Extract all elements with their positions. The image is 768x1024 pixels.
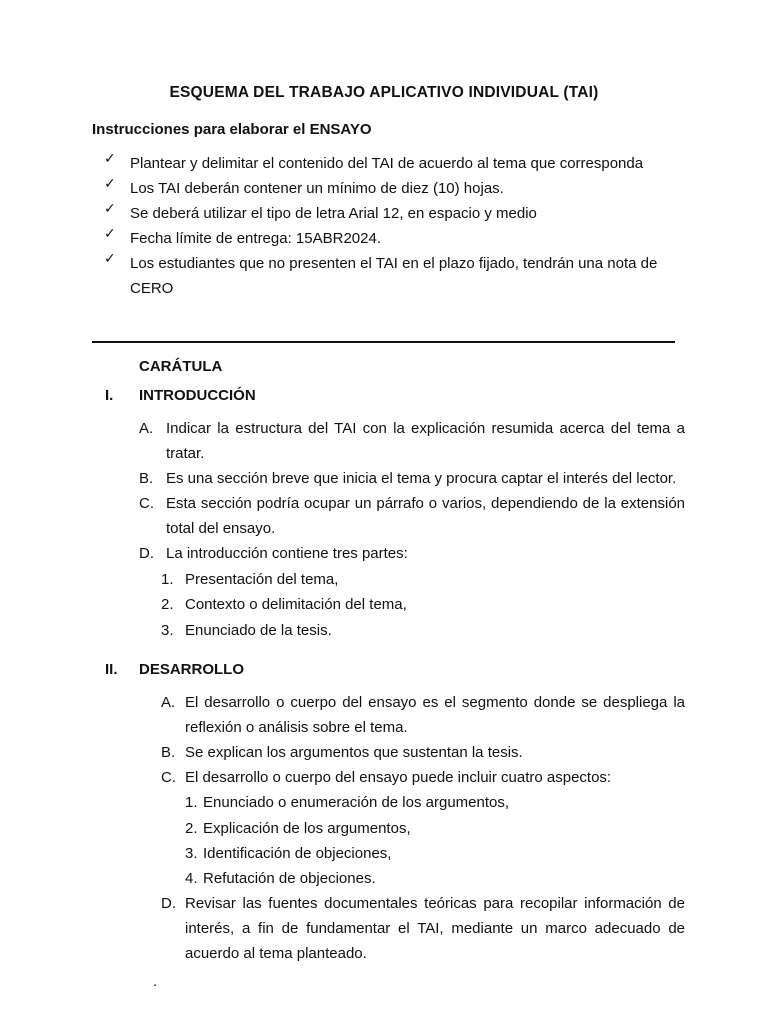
- item-letter: B.: [139, 470, 154, 487]
- item-text-continuation: total del ensayo.: [166, 520, 276, 537]
- item-text: El desarrollo o cuerpo del ensayo es el segmento donde se despliega la: [185, 694, 685, 711]
- instruction-continuation: CERO: [130, 280, 174, 297]
- item-letter: C.: [139, 495, 154, 512]
- item-letter: C.: [161, 769, 176, 786]
- item-text: Esta sección podría ocupar un párrafo o varios, dependiendo de la extensión: [166, 495, 685, 512]
- instruction-item: [104, 201, 537, 226]
- item-letter: D.: [161, 895, 176, 912]
- checkmark-icon: ✓: [104, 176, 116, 192]
- subitem-number: 2.: [185, 820, 198, 837]
- item-text: Se explican los argumentos que sustentan la tesis.: [185, 744, 523, 761]
- item-text: La introducción contiene tres partes:: [166, 545, 408, 562]
- instruction-item: [104, 151, 643, 176]
- item-text: Indicar la estructura del TAI con la explicación resumida acerca del tema a: [166, 420, 685, 437]
- subitem-text: Identificación de objeciones,: [203, 845, 392, 862]
- instruction-text: Los estudiantes que no presenten el TAI en el plazo fijado, tendrán una nota de: [130, 255, 658, 272]
- subitem-text: Contexto o delimitación del tema,: [185, 596, 407, 613]
- item-letter: B.: [161, 744, 176, 761]
- instruction-text: Plantear y delimitar el contenido del TAI de acuerdo al tema que corresponda: [130, 155, 644, 172]
- item-text-continuation: tratar.: [166, 445, 205, 462]
- instruction-item: [104, 176, 504, 201]
- section-heading-introduccion: INTRODUCCIÓN: [139, 387, 256, 404]
- item-letter: A.: [139, 420, 154, 437]
- instruction-text: Se deberá utilizar el tipo de letra Arial 12, en espacio y medio: [130, 205, 537, 222]
- section-number: II.: [105, 661, 118, 678]
- item-text: El desarrollo o cuerpo del ensayo puede incluir cuatro aspectos:: [185, 769, 612, 786]
- checkmark-icon: ✓: [104, 151, 116, 167]
- subitem-number: 3.: [161, 622, 174, 639]
- checkmark-icon: ✓: [104, 251, 116, 267]
- instruction-item: [104, 251, 657, 276]
- item-text-continuation: reflexión o análisis sobre el tema.: [185, 719, 408, 736]
- divider: [92, 341, 675, 343]
- section-heading-desarrollo: DESARROLLO: [139, 661, 244, 678]
- instructions-heading: Instrucciones para elaborar el ENSAYO: [92, 121, 372, 138]
- subitem-text: Enunciado de la tesis.: [185, 622, 332, 639]
- caratula-heading: CARÁTULA: [139, 358, 223, 375]
- section-number: I.: [105, 387, 114, 404]
- item-letter: A.: [161, 694, 176, 711]
- item-text: Revisar las fuentes documentales teóricas para recopilar información de: [185, 895, 685, 912]
- subitem-text: Explicación de los argumentos,: [203, 820, 411, 837]
- trailing-mark: .: [153, 973, 158, 990]
- subitem-text: Enunciado o enumeración de los argumentos,: [203, 794, 510, 811]
- item-letter: D.: [139, 545, 154, 562]
- instruction-item: [104, 226, 381, 251]
- instruction-text: Fecha límite de entrega: 15ABR2024.: [130, 230, 381, 247]
- subitem-number: 2.: [161, 596, 174, 613]
- subitem-number: 1.: [161, 571, 174, 588]
- instruction-text: Los TAI deberán contener un mínimo de diez (10) hojas.: [130, 180, 504, 197]
- document-title: ESQUEMA DEL TRABAJO APLICATIVO INDIVIDUAL (TAI): [169, 84, 599, 101]
- subitem-number: 4.: [185, 870, 198, 887]
- checkmark-icon: ✓: [104, 226, 116, 242]
- item-text: Es una sección breve que inicia el tema y procura captar el interés del lector.: [166, 470, 677, 487]
- subitem-number: 3.: [185, 845, 198, 862]
- subitem-text: Refutación de objeciones.: [203, 870, 376, 887]
- checkmark-icon: ✓: [104, 201, 116, 217]
- item-text-continuation: interés, a fin de fundamentar el TAI, mediante un marco adecuado de: [185, 920, 685, 937]
- item-text-continuation: acuerdo al tema planteado.: [185, 945, 367, 962]
- subitem-text: Presentación del tema,: [185, 571, 339, 588]
- subitem-number: 1.: [185, 794, 198, 811]
